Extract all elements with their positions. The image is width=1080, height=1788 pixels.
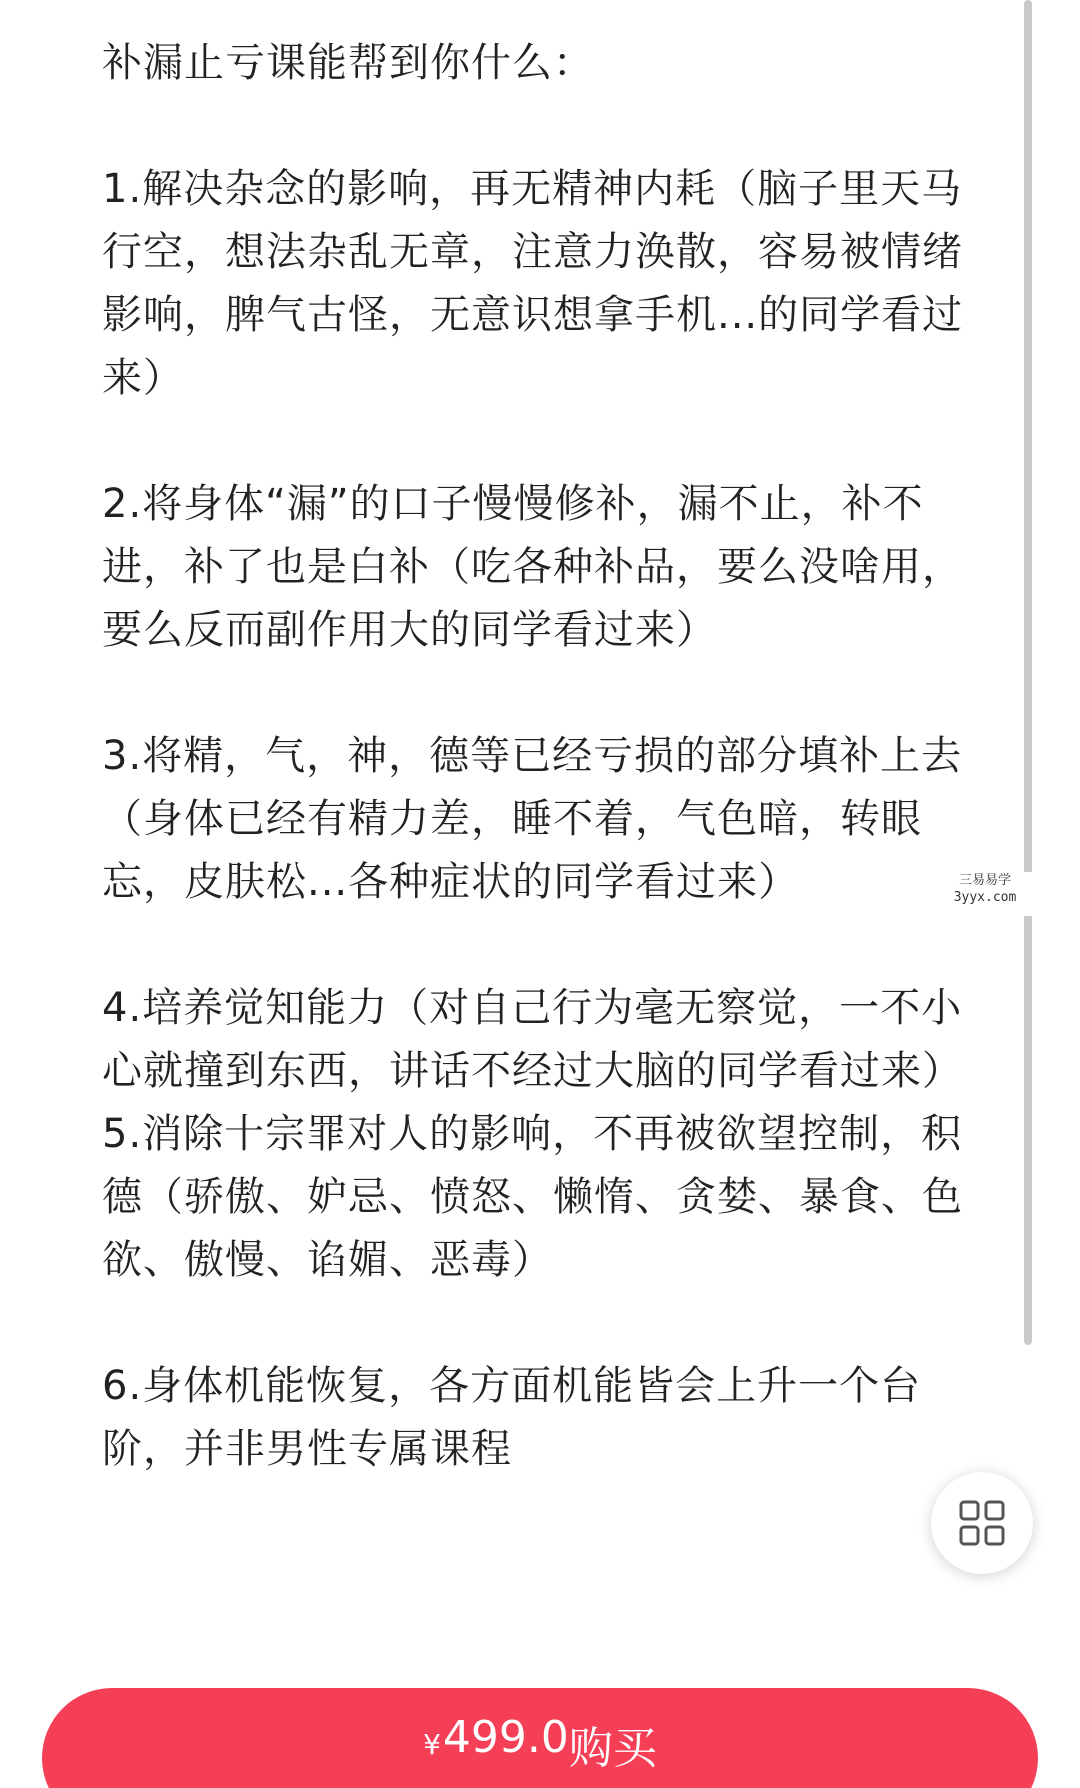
benefit-item-2: 2.将身体“漏”的口子慢慢修补，漏不止，补不进，补了也是白补（吃各种补品，要么没啥用，要么反而副作用大的同学看过来）	[102, 481, 963, 653]
currency-symbol: ¥	[423, 1728, 441, 1761]
benefit-item-4: 4.培养觉知能力（对自己行为毫无察觉，一不小心就撞到东西，讲话不经过大脑的同学看过来）	[102, 985, 963, 1094]
menu-button[interactable]	[931, 1472, 1033, 1574]
benefit-item-3: 3.将精，气，神，德等已经亏损的部分填补上去（身体已经有精力差，睡不着，气色暗，转眼忘，皮肤松...各种症状的同学看过来）	[102, 733, 963, 905]
watermark	[900, 872, 1070, 916]
watermark-url: 3yyx.com	[953, 890, 1017, 905]
benefits-heading: 补漏止亏课能帮到你什么：	[102, 40, 594, 86]
grid-icon	[959, 1500, 1005, 1546]
buy-button[interactable]	[42, 1688, 1038, 1788]
benefit-item-6: 6.身体机能恢复，各方面机能皆会上升一个台阶，并非男性专属课程	[102, 1363, 922, 1472]
buy-label: 购买	[568, 1723, 657, 1774]
course-benefits	[102, 32, 982, 1481]
benefit-item-1: 1.解决杂念的影响，再无精神内耗（脑子里天马行空，想法杂乱无章，注意力涣散，容易被情绪影响，脾气古怪，无意识想拿手机...的同学看过来）	[102, 166, 964, 401]
price-value: 499.0	[442, 1712, 569, 1763]
watermark-name: 三易易学	[958, 873, 1011, 888]
benefit-item-5: 5.消除十宗罪对人的影响，不再被欲望控制，积德（骄傲、妒忌、愤怒、懒惰、贪婪、暴食、色欲、傲慢、谄媚、恶毒）	[102, 1111, 963, 1283]
scrollbar[interactable]	[1024, 0, 1032, 1345]
